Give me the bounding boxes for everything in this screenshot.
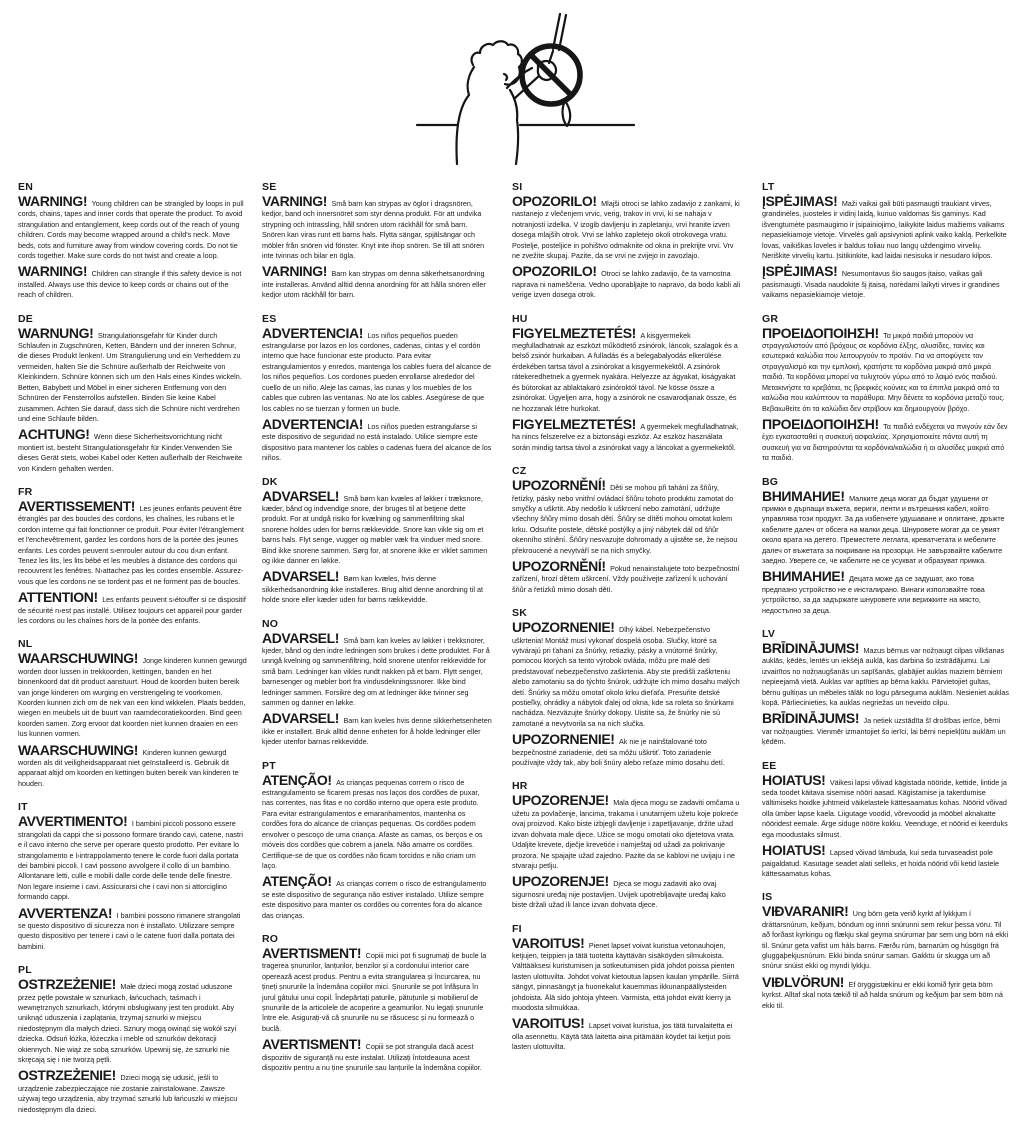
section-lt [762,181,1010,300]
prohibition-slash-icon [531,55,572,96]
section-is [762,891,1010,1010]
warning-body-text: Wenn diese Sicherheitsvorrichtung nicht montiert ist, besteht Strangulationsgefahr für Kinder.Verwenden Sie dieses Gerät stets, wobei Kabel oder Ketten außerhalb der Reichweite von Kindern gehalten werden. [18,432,243,473]
warning-paragraph [18,263,247,300]
warning-body-text: Børn kan kvæles, hvis denne sikkerhedsanordning ikke installeres. Brug altid denne anordning til at holde snore eller kæder uden for børns rækkevidde. [262,574,483,605]
language-code-se: SE [262,181,277,193]
warning-body-text: Otroci se lahko zadavijo, če ta varnostna naprava ni nameščena. Vedno uporabljajte to napravo, da bodo kabli ali verige izven dosega otrok. [512,269,741,300]
warning-body-text: Dzieci mogą się udusić, jeśli to urządzenie zabezpieczające nie zostanie zainstalowane. Zawsze używaj tego urządzenia, aby trzymać sznurki lub łańcuszki w miejscu niedostępnym dla dzieci. [18,1073,238,1114]
child-front [510,90,518,164]
section-lv [762,628,1010,747]
warning-headword: ĮSPĖJIMAS! [762,263,838,280]
section-cz [512,465,742,594]
warning-paragraph [262,771,492,871]
warning-body-text: Young children can be strangled by loops in pull cords, chains, tapes and inner cords that operate the product. To avoid strangulation and entanglement, keep cords out of the reach of young children. Cords may become wrapped around a child's neck. Move beds, cots and furniture away from window covering cords. Do not tie cords together. Make sure cords do not twist and create a loop. [18,199,244,261]
section-se [262,181,492,300]
warning-headword: ΠΡΟΕΙΔΟΠΟΙΗΣΗ! [762,415,879,432]
warning-paragraph [762,973,1010,1010]
warning-body-text: Ung börn geta verið kyrkt af lykkjum í dráttarsnúrum, keðjum, böndum og innri snúrunni sem rekur þessa vöru. Til að forðast kyrkingu og flækju skal geyma snúrurnar þar sem ung börn ná ekki til. Snúrur geta vafist um háls barns. Færðu rúm, barnarúm og húsgögn frá gluggaþekjusnúrum. Ekki binda snúrur saman. Gakktu úr skugga um að snúrur snúist ekki og myndi lykkju. [762,909,1009,971]
warning-body-text: Малките деца могат да бъдат удушени от примки в дърпащи въжета, вериги, ленти и вътрешния кабел, който управлява този продукт. За да избегнете удушаване и оплитане, дръжте кабелите далеч от обсега на малки деца. Шнуровете могат да се увият около врата на детето. Преместете леглата, креватчетата и мебелите далеч от въжетата за покриване на прозорци. Не завързвайте кабелите заедно. Уверете се, че кабелите не се усукват и образуват примка. [762,493,1005,565]
warning-paragraph [762,263,1010,300]
warning-paragraph [262,629,492,708]
warning-body-text: Małe dzieci mogą zostać uduszone przez pętle powstałe w sznurkach, łańcuchach, taśmach i wewnętrznych sznurkach, którymi obsługiwany jest ten produkt. Aby uniknąć uduszenia i zaplątania, trzymaj sznurki w miejscu niedostępnym dla małych dzieci. Sznury mogą owinąć się wokół szyi dziecka. Odsuń łóżka, łóżeczka i meble od sznurków dekoracji okiennych. Nie wiąż ze sobą sznurków. Upewnij się, że sznurki nie skręcają się i nie tworzą pętli. [18,982,237,1064]
warning-body-text: Pokud nenainstalujete toto bezpečnostní zařízení, hrozí dětem uškrcení. Vždy používejte zařízení k uchování šňůr a řetízků mimo dosah dětí. [512,563,740,594]
warning-headword: UPOZORNENIE! [512,731,615,748]
warning-paragraph [262,487,492,566]
warning-paragraph [18,589,247,625]
section-hr [512,780,742,909]
child-back [457,67,475,164]
language-code-lt: LT [762,181,775,193]
warning-body-text: Los niños pequeños pueden estrangularse por lazos en los cordones, cadenas, cintas y el cordón interno que hace funcionar este producto. Para evitar estrangulamientos y enredos, mantenga los cables fuera del alcance de los niños pequeños. Los cordones pueden enrollarse alrededor del cuello de un niño. Aleje las camas, las cunas y los muebles de los cables que cubren las ventanas. No ate los cables. Asegúrese de que los cables no se tuerzan y formen un bucle. [262,330,491,413]
warning-headword: ADVERTENCIA! [262,415,363,432]
warning-paragraph [18,426,247,473]
warning-paragraph [262,710,492,747]
warning-body-text: Jonge kinderen kunnen gewurgd worden door lussen in trekkoorden, kettingen, banden en het binnenkoord dat dit product aanstuurt. Houd de koorden buiten bereik van jonge kinderen om wurging en verstrengeling te voorkomen. Koorden kunnen zich om de nek van een kind wikkelen. Plaats bedden, wiegen en meubels uit de buurt van raamdecoratiekoorden. Bind geen koorden samen. Zorg ervoor dat koorden niet kunnen draaien en een lus kunnen vormen. [18,656,247,739]
warning-paragraph [262,193,492,261]
warning-headword: WARNING! [18,193,88,209]
warning-body-text: Maži vaikai gali būti pasmaugti traukiant virves, grandinėles, juosteles ir vidinį laidą, kuriuo valdomas šis gaminys. Kad išvengtumėte pasmaugimo ir įsipainiojimo, laikykite laidus mažiems vaikams nepasiekiamoje vietoje. Virvelės gali apsivynioti aplink vaiko kaklą. Perkelkite lovas, vaikiškas loveles ir baldus toliau nuo langų uždengimo virvelių. Neriškite virvelių kartu. Įsitikinkite, kad laidai nesisuka ir nesudaro kilpos. [762,199,1007,261]
warning-paragraph [262,324,492,413]
warning-body-text: Τα μικρά παιδιά μπορούν να στραγγαλιστούν από βρόχους σε κορδόνια έλξης, αλυσίδες, ταινίες και εσωτερικά καλώδια που λειτουργούν το προϊόν. Για να αποφύγετε τον στραγγαλισμό και την εμπλοκή, κρατήστε τα κορδόνια μακριά από μικρά παιδιά. Τα κορδόνια μπορεί να τυλιχτούν γύρω από το λαιμό ενός παιδιού. Μετακινήστε τα κρεβάτια, τις βρεφικές κούνιες και τα έπιπλα μακριά από τα καλώδια που καλύπτουν τα παράθυρα. Μην δένετε τα κορδόνια μεταξύ τους. Βεβαιωθείτε ότι τα καλώδια δεν στρίβουν και δημιουργούν βρόχο. [762,330,1005,413]
warning-body-text: Barn kan strypas om denna säkerhetsanordning inte installeras. Använd alltid denna anordning för att hålla snören eller kedjor utom räckhåll för barn. [262,269,486,300]
warning-paragraph [762,710,1010,747]
language-code-hu: HU [512,312,528,325]
warning-paragraph [762,193,1010,261]
section-es [262,313,492,463]
warning-headword: AVERTISSEMENT! [18,497,136,514]
warning-headword: AVVERTENZA! [18,904,113,921]
section-gr [762,313,1010,463]
warning-headword: ВНИМАНИЕ! [762,487,845,504]
warning-body-text: Mlajši otroci se lahko zadavijo z zankami, ki nastanejo z vlečenjem vrvic, verig, trakov in vrvi, ki se nahaja v notranjosti izdelka. V izogib davljenju in zapletanju, vrvi hranite izven dosega mlajših otrok. Vrvi se lahko zapletejo okoli otrokovega vratu. Postelje, posteljice in pohištvo odmaknite od okna in prekrijte vrvi. Vrv ne zvežite skupaj. Pazite, da se vrvi ne zvijejo in zavozlajo. [512,199,740,261]
warning-body-text: A kisgyermekek megfulladhatnak az eszközt működtető zsinórok, láncok, szalagok és a belső zsinór hurkaiban. A fulladás és a belegabalyodás elkerülése érdekében tartsa távol a zsinórokat a kisgyermekektől. A zsinórok rátekeredhetnek a gyermek nyakára. Helyezze az ágyakat, kiságyakat és bútorokat az ablaktakaró zsinóroktól távol. Ne kösse össze a zsinórokat. Ügyeljen arra, hogy a zsinórok ne csavarodjanak össze, és ne hozzanak létre hurkokat. [512,330,738,413]
warning-paragraph [262,568,492,605]
language-code-si: SI [512,181,523,193]
warning-body-text: Ja netiek uzstādīta šī drošības ierīce, bērni var nožņaugties. Vienmēr izmantojiet šo ierīci, lai bērni nepiekļūtu auklām un ķēdēm. [762,716,1006,747]
section-hu [512,313,742,452]
warning-body-text: Mazus bērnus var nožņaugt cilpas vilkšanas auklās, ķēdēs, lentēs un iekšējā auklā, kas darbina šo izstrādājumu. Lai izvairītos no nožņaugšanās un sapīšanās, glabājiet auklas maziem bērniem nepieejamā vietā. Auklas var aptīties ap bērna kaklu. Pārvietojiet gultas, bērnu gultiņas un mēbeles tālāk no logu pārseguma auklām. Nesieniet auklas kopā. Pārliecinieties, ka auklas negriežas un neveido cilpu. [762,646,1009,708]
warning-body-text: Děti se mohou při tahání za šňůry, řetízky, pásky nebo vnitřní ovládací šňůru tohoto produktu zamotat do smyčky a uškrtit. Aby nedošlo k uškrcení nebo zamotání, udržujte všechny šňůry mimo dosah dětí. Šňůry se dítěti mohou omotat kolem krku. Odsuňte postele, dětské postýlky a jiný nábytek dál od šňůr okenního stínění. Šňůry nesvazujte dohromady a ujistěte se, že nejsou překroucené a nevytváří se na nich smyčky. [512,483,738,555]
warning-headword: WAARSCHUWING! [18,650,139,667]
language-code-es: ES [262,312,277,325]
language-code-cz: CZ [512,465,527,478]
warning-paragraph [512,263,742,300]
language-code-lv: LV [762,628,776,640]
language-code-hr: HR [512,780,528,793]
warning-paragraph [762,324,1010,413]
warning-paragraph [512,792,742,870]
warning-paragraph [762,903,1010,971]
warning-headword: OPOZORILO! [512,193,597,209]
warning-headword: ΠΡΟΕΙΔΟΠΟΙΗΣΗ! [762,324,879,341]
language-code-en: EN [18,181,33,193]
warning-body-text: As crianças correm o risco de estrangulamento se este dispositivo de segurança não estiver instalado. Utilize sempre este dispositivo para manter os cordões ou correntes fora do alcance das crianças. [262,879,487,920]
warning-headword: ADVARSEL! [262,568,340,585]
warning-body-text: Ak nie je nainštalované toto bezpečnostné zariadenie, deti sa môžu uškrtiť. Toto zariadenie používajte vždy tak, aby boli šnúry alebo reťaze mimo dosahu detí. [512,737,725,768]
warning-body-text: Τα παιδιά ενδέχεται να πνιγούν εάν δεν έχει εγκατασταθεί η συσκευή ασφαλείας. Χρησιμοποιείτε πάντα αυτή τη συσκευή για να διατηρούνται τα κορδόνια/καλώδια ή οι αλυσίδες μακριά από τα παιδιά. [762,421,1008,463]
language-code-bg: BG [762,475,779,488]
section-en [18,181,247,300]
section-ro [262,933,492,1072]
warning-headword: ĮSPĖJIMAS! [762,193,838,209]
warning-paragraph [512,934,742,1013]
warning-body-text: Les jeunes enfants peuvent être étranglés par des boucles des cordons, les chaînes, les rubans et le cordon interne qui fait fonctionner ce produit. Pour éviter l'étranglement et l'enchevêtrement, gardez les cordons hors de la portée des jeunes enfants. Les cordes peuvent s›enrouler autour du cou d›un enfant. Tenez les lits, les lits bébé et les meubles à distance des cordons qui recouvrent les fenêtres. N›attachez pas les cordes ensemble. Assurez-vous que les cordons ne se tordent pas et ne forment pas de boucles. [18,503,244,586]
text-column-2 [262,181,492,1085]
warning-headword: ATENÇÃO! [262,771,332,788]
child-grabbing-cord-prohibition-illustration [412,12,644,168]
warning-headword: HOIATUS! [762,771,826,788]
section-sk [512,607,742,767]
warning-paragraph [18,1067,247,1114]
warning-headword: UPOZORENJE! [512,792,609,809]
warning-headword: VIÐLVÖRUN! [762,973,845,990]
warning-paragraph [18,741,247,789]
warning-body-text: Strangulationsgefahr für Kinder durch Schlaufen in Zugschnüren, Ketten, Bändern und der inneren Schnur, die dieses Produkt lenken!. Um Strangulierung und ein Verheddern zu vermeiden, halten Sie die Schnüre außerhalb der Reichweite von Kleinkindern. Schnüre können sich um den Hals eines Kindes wickeln. Betten, Babybett und Möbel in einer sicheren Entfernung von den Schnüren der Fensterrollos aufstellen. Binden Sie keine Kabel zusammen. Achten Sie darauf, dass sich die Schnüre nicht verdrehen und eine Schlaufe bilden. [18,330,242,423]
warning-body-text: Lapset voivat kuristua, jos tätä turvalaitetta ei olla asennettu. Käytä tätä laitetta aina pitämään köydet tai ketjut pois lasten ulottuvilta. [512,1021,733,1052]
warning-paragraph [512,873,742,910]
warning-paragraph [762,771,1010,839]
warning-headword: ACHTUNG! [18,426,90,443]
cord-tassel-loop [563,101,571,126]
language-code-fr: FR [18,485,33,498]
warning-paragraph [512,731,742,768]
warning-headword: AVVERTIMENTO! [18,813,128,830]
warning-body-text: Dlhý kábel. Nebezpečenstvo uškrtenia! Montáž musí vykonať dospelá osoba. Slučky, ktoré sa vytvárajú pri ťahaní za šnúrky, retiazky, pásky a vnútorné šnúrky, pomocou ktorých sa tento výrobok ovláda, môžu pre malé deti predstavovať nebezpečenstvo zaškrtenia. Aby ste predišli zaškrteniu alebo zamotaniu sa do týchto šnúrok, udržujte ich mimo dosahu malých detí. Šnúrky sa môžu omotať okolo krku dieťaťa. Presuňte detské postieľky, ohrádky a nábytok ďalej od okna, kde sa roleta so šnúrkami nachádza. Nezväzujte šnúrky dokopy. Uistite sa, že šnúrky nie sú zamotané a nevytvorila sa na nich slučka. [512,625,740,728]
warning-body-text: Copiii se pot strangula dacă acest dispozitiv de siguranță nu este instalat. Utilizați întotdeauna acest dispozitiv pentru a nu ține șnururile sau lanțurile la îndemâna copiilor. [262,1042,482,1072]
language-code-nl: NL [18,638,33,651]
section-fi [512,923,742,1052]
section-si [512,181,742,300]
warning-headword: WARNUNG! [18,324,94,341]
warning-headword: UPOZORNENIE! [512,619,615,636]
child-ear [504,74,507,80]
warning-paragraph [512,324,742,413]
language-code-gr: GR [762,312,779,325]
section-nl [18,638,247,788]
warning-body-text: A gyermekek megfulladhatnak, ha nincs felszerelve ez a biztonsági eszköz. Az eszköz használata során mindig tartsa távol a zsinórokat vagy a láncokat a gyermekektől. [512,421,739,452]
warning-paragraph [18,650,247,739]
warning-paragraph [18,813,247,902]
warning-paragraph [18,497,247,586]
warning-headword: ВНИМАНИЕ! [762,568,845,585]
warning-paragraph [762,842,1010,878]
warning-paragraph [512,193,742,261]
warning-paragraph [512,619,742,728]
warning-headword: OPOZORILO! [512,263,597,280]
language-code-ro: RO [262,932,279,945]
warning-body-text: Ef öryggistækinu er ekki komið fyrir geta börn kyrkst. Alltaf skal nota tækið til að halda snúrum og keðjum þar sem börn ná ekki til. [762,979,1003,1010]
language-code-no: NO [262,617,279,630]
warning-paragraph [512,1015,742,1052]
warning-headword: FIGYELMEZTETÉS! [512,415,636,432]
language-code-pt: PT [262,759,276,772]
warning-paragraph [512,477,742,555]
warning-paragraph [18,193,247,261]
warning-paragraph [18,324,247,424]
warning-body-text: I bambini possono rimanere strangolati se questo dispositivo di sicurezza non è installato. Utilizzare sempre questo dispositivo per tenere i cavi o le catene fuori dalla portata dei bambini. [18,910,241,951]
language-code-is: IS [762,891,773,904]
language-code-ee: EE [762,759,777,772]
warning-headword: HOIATUS! [762,842,826,859]
warning-headword: UPOZORENJE! [512,873,609,890]
section-no [262,618,492,747]
warning-headword: OSTRZEŻENIE! [18,976,116,993]
warning-body-text: Kinderen kunnen gewurgd worden als dit veiligheidsapparaat niet geïnstalleerd is. Gebruik dit apparaat altijd om koorden en kettingen buiten bereik van kinderen te houden. [18,747,239,788]
warning-headword: WARNING! [18,263,88,280]
warning-body-text: Små barn kan strypas av öglor i dragsnören, kedjor, band och innersnöret som styr denna produkt. För att undvika strypning och intrassling, håll snören utom räckhåll för små barn. Snören kan viras runt ett barns hals. Flytta sängar, spjälsängar och möbler från snören vid fönster. Knyt inte ihop snören. Se till att snören inte tvinnas och bilar en ögla. [262,199,485,261]
warning-body-text: As crianças pequenas correm o risco de estrangulamento se ficarem presas nos laços dos cordões de puxar, nas correntes, nas fitas e no cordão interno que opera este produto. Para evitar estrangulamentos e emaranhamentos, mantenha os cordões fora do alcance de crianças pequenas. Os cordões podem envolver o pescoço de uma criança. Afaste as camas, os berços e os móveis dos cordões que cobrem a janela. Não amarre os cordões. Certifique-se de que os cordões não ficam torcidos e não criam um laço. [262,777,483,870]
warning-body-text: Pienet lapset voivat kuristua vetonauhojen, ketjujen, teippien ja tätä tuotetta käyttävän sisäköyden silmukoista. Välttääksesi kuristumisen ja sotkeutumisen pidä johdot poissa pienten lasten ulottuvilta. Johdot voivat kietoutua lapsen kaulan ympärille. Siirrä sängyt, pinnasängyt ja huonekalut kauemmas ikkunanpäällysteiden johdoista. Älä sido johtoja yhteen. Varmista, että johdot eivät kierry ja muodosta silmukkaa. [512,940,739,1012]
language-code-sk: SK [512,607,527,620]
warning-paragraph [262,263,492,300]
section-pt [262,760,492,920]
warning-body-text: Децата може да се задушат, ако това предпазно устройство не е инсталирано. Винаги използвайте това устройство, за да задържате шнуровете или верижките на място, недостъпно за деца. [762,574,985,615]
warning-headword: BRĪDINĀJUMS! [762,640,860,656]
section-ee [762,760,1010,879]
warning-headword: ADVARSEL! [262,487,340,504]
warning-body-text: Små børn kan kvæles af løkker i træksnore, kæder, bånd og indvendige snore, der bruges til at betjene dette produkt. For at undgå risiko for kvælning og sammenfiltring skal snorene holdes uden for børns rækkevidde. Snore kan vikle sig om et barns hals. Flyt senge, vugger og møbler væk fra vinduer med snore. Bind ikke snorene sammen. Sørg for, at snorene ikke er viklet sammen og ikke danner en løkke. [262,493,488,565]
warning-paragraph [262,944,492,1033]
warning-body-text: Lapsed võivad lämbuda, kui seda turvaseadist pole paigaldatud. Kasutage seadet alati selleks, et hoida nöörid või ketid lastele kättesaamatus kohas. [762,848,999,878]
warning-headword: ADVARSEL! [262,629,340,646]
section-dk [262,476,492,605]
warning-body-text: I bambini piccoli possono essere strangolati da cappi che si possono formare tirando cavi, catene, nastri e il cavo interno che serve per operare questo prodotto. Per evitare lo strangolamento e l›intrappolamento tenere le corde fuori dalla portata dei bambini piccoli. I cavi possono avvolgere il collo di un bambino. Allontanare letti, culle e mobili dalle corde delle tende delle finestre. Non legare insieme i cavi. Assicurarsi che i cavi non si attorciglino formando cappi. [18,819,243,902]
warning-body-text: Children can strangle if this safety device is not installed. Always use this device to keep cords or chains out of the reach of children. [18,269,242,300]
language-code-dk: DK [262,475,278,488]
warning-body-text: Les enfants peuvent s›étouffer si ce dispositif de sécurité n›est pas installé. Utilisez toujours cet appareil pour garder les cordons ou les chaînes hors de la portée des enfants. [18,595,246,625]
text-column-1 [18,181,247,1127]
warning-body-text: Copiii mici pot fi sugrumați de bucle la tragerea șnururilor, lanțurilor, benzilor și a cordonului interior care operează acest produs. Pentru a evita strangularea și încurcarea, nu țineți șnururile la îndemâna copiilor mici. Șnururile se pot înfășura în jurul gâtului unui copil. Îndepărtați paturile, pătuțurile și mobilierul de șnururile de la articolele de acoperire a geamurilor. Nu legați șnururile între ele. Asigurați-vă că șnururile nu se răsucesc și nu formează o buclă. [262,950,487,1033]
warning-paragraph [762,415,1010,463]
language-code-pl: PL [18,964,32,977]
warning-headword: ATTENTION! [18,589,98,606]
section-de [18,313,247,473]
section-bg [762,476,1010,615]
warning-headword: AVERTISMENT! [262,944,362,961]
warning-headword: VAROITUS! [512,1015,585,1032]
warning-headword: VIÐVARANIR! [762,903,849,920]
language-code-fi: FI [512,922,522,935]
warning-headword: AVERTISMENT! [262,1036,362,1053]
warning-headword: ADVERTENCIA! [262,324,363,341]
warning-paragraph [762,640,1010,708]
warning-paragraph [18,904,247,952]
warning-paragraph [512,557,742,594]
warning-paragraph [262,873,492,920]
warning-headword: WAARSCHUWING! [18,741,139,758]
warning-body-text: Djeca se mogu zadaviti ako ovaj sigurnosni uređaj nije postavljen. Uvijek upotrebljavajte uređaj kako biste držali užad ili lance izvan dohvata djece. [512,879,726,910]
warning-headword: OSTRZEŻENIE! [18,1067,116,1084]
language-code-de: DE [18,312,33,325]
section-pl [18,964,247,1114]
warning-headword: UPOZORNĚNÍ! [512,557,606,574]
warning-paragraph [262,415,492,463]
warning-headword: VARNING! [262,263,327,280]
warning-headword: BRĪDINĀJUMS! [762,710,860,727]
warning-body-text: Väikesi lapsi võivad kägistada nööride, kettide, lintide ja seda toodet käitava sisemise nööri aasad. Kägistamise ja takerdumise vältimiseks hoidke juhtmeid väikelastele kättesaamatus kohas. Nöörid võivad olla ümber lapse kaela. Liigutage voodid, võrevoodid ja mööbel aknakatte nööridest eemale. Ärge siduge nööre kokku. Veenduge, et nöörid ei keerduks ega moodustaks silmust. [762,777,1008,839]
warning-headword: ADVARSEL! [262,710,340,727]
warning-body-text: Barn kan kveles hvis denne sikkerhetsenheten ikke er installert. Bruk alltid denne enheten for å holde ledninger eller kjeder utenfor barnas rekkevidde. [262,716,492,747]
warning-headword: VARNING! [262,193,327,209]
warning-body-text: Mala djeca mogu se zadaviti omčama u užetu za povlačenje, lancima, trakama i unutarnjem užetu koje pokreće ovaj proizvod. Kako biste izbjegli davljenje i zapetljavanje, držite užad izvan dohvata male djece. Užice se mogu omotati oko djetetova vrata. Udaljite krevete, dječje krevetiće i namještaj od užadi za pokrivanje prozora. Ne spajajte užad zajedno. Pazite da se kablovi ne uvijaju i ne stvaraju petlju. [512,798,740,870]
warning-headword: VAROITUS! [512,934,585,951]
child-hair [472,41,522,67]
text-column-4 [762,181,1010,1023]
warning-paragraph [262,1036,492,1072]
warning-body-text: Små barn kan kveles av løkker i trekksnorer, kjeder, bånd og den indre ledningen som brukes i dette produktet. For å unngå kvelning og sammenfiltring, hold snorene utenfor rekkevidde for små barn. Ledninger kan vikles rundt nakken på et barn. Flytt senger, barnesenger og møbler bort fra vindusdekningssnorer. Ikke bind ledninger sammen. Forsikre deg om at ledninger ikke tvinner seg sammen og danner en løkke. [262,635,490,708]
warning-paragraph [762,568,1010,615]
section-fr [18,486,247,625]
text-column-3 [512,181,742,1065]
warning-paragraph [512,415,742,452]
warning-headword: FIGYELMEZTETÉS! [512,324,636,341]
warning-body-text: Nesumontavus šio saugos įtaiso, vaikas gali pasismaugti. Visada naudokite šį įtaisą, norėdami laikyti virves ir grandines vaikams nepasiekiamoje vietoje. [762,269,1000,300]
warning-body-text: Los niños pueden estrangularse si este dispositivo de seguridad no está instalado. Utilice siempre este dispositivo para mantener los cables o cadenas fuera del alcance de los niños. [262,421,492,463]
section-it [18,801,247,951]
warning-paragraph [18,976,247,1064]
warning-headword: ATENÇÃO! [262,873,332,890]
warning-paragraph [762,487,1010,566]
warning-headword: UPOZORNĚNÍ! [512,477,606,494]
language-code-it: IT [18,801,28,814]
